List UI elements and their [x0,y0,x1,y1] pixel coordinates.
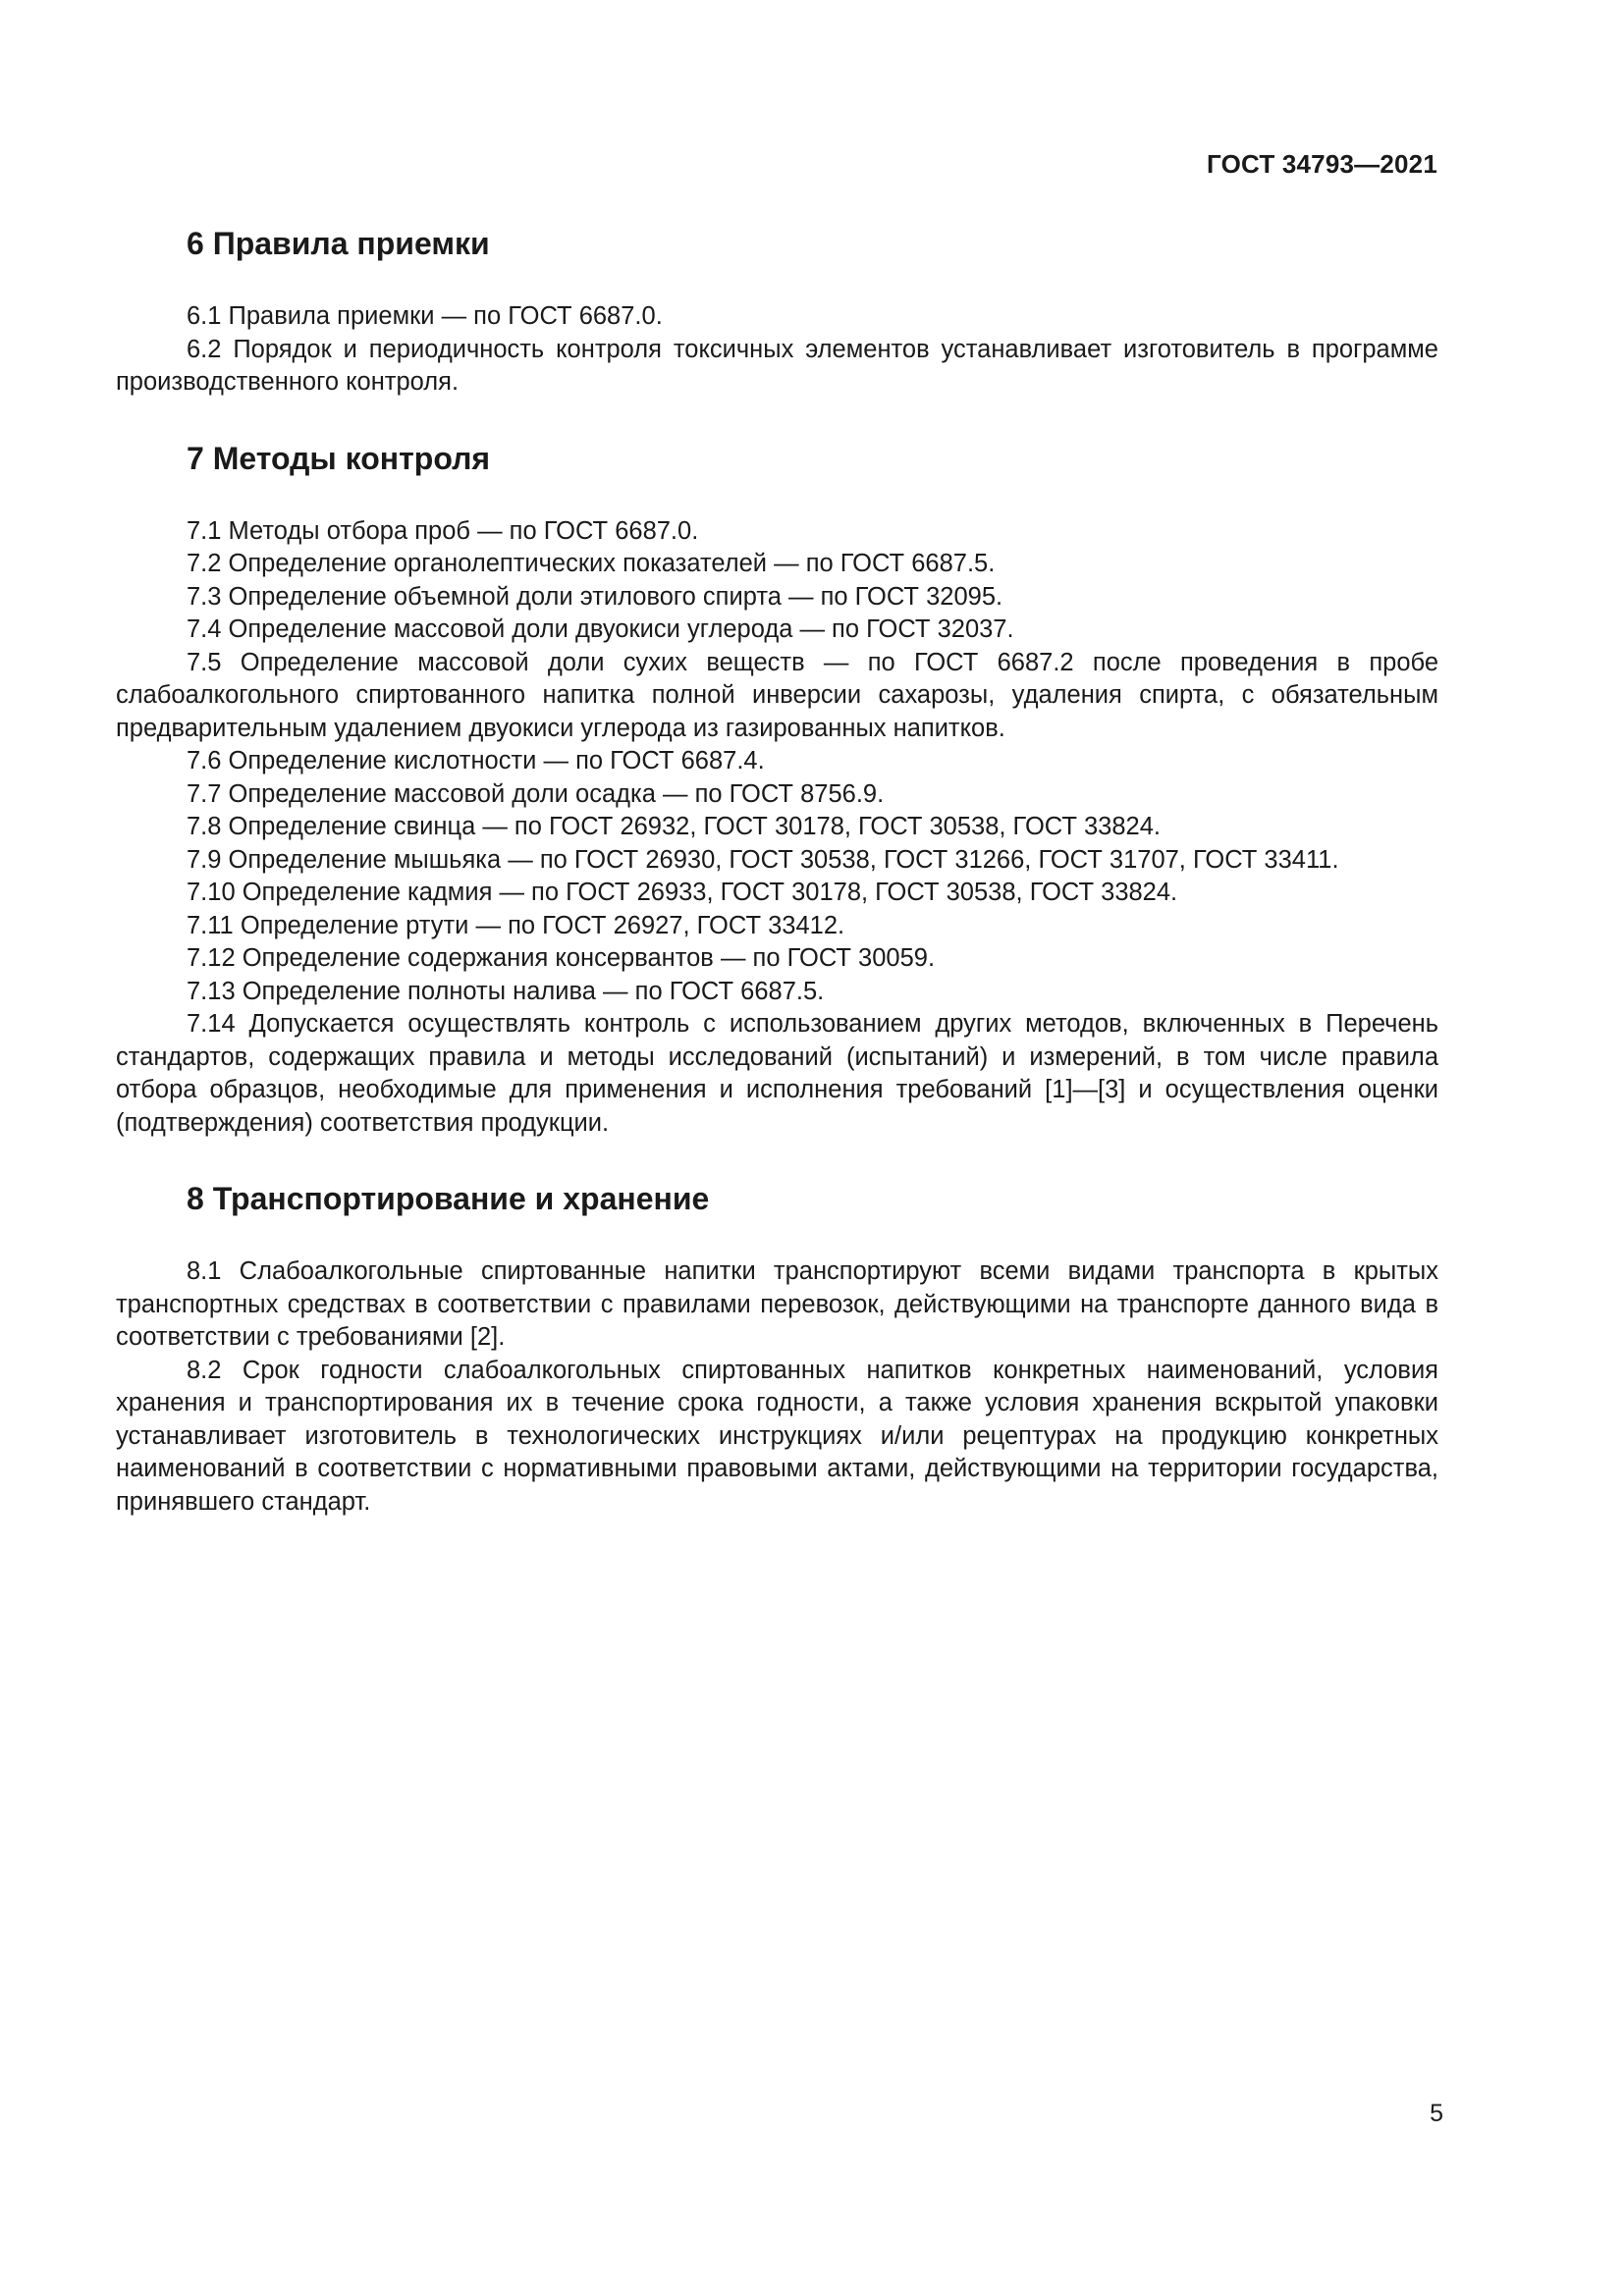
paragraph: 7.13 Определение полноты налива — по ГОСТ 6687.5. [187,977,825,1005]
section-title: 8 Транспортирование и хранение [187,1181,710,1216]
section-title: 6 Правила приемки [187,226,490,261]
paragraph: 7.14 Допускается осуществлять контроль с использованием других методов, включенных в Перечень стандартов, содержащих правила и методы исследований (испытаний) и измерений, в том числе правила отбора образцов, необходимые для применения и исполнения требований [1]—[3] и осуществления оценки (подтверждения) соответствия продукции. [116,1010,1438,1137]
paragraph: 7.10 Определение кадмия — по ГОСТ 26933, ГОСТ 30178, ГОСТ 30538, ГОСТ 33824. [187,879,1178,906]
section-title: 7 Методы контроля [187,440,491,476]
paragraph: 8.2 Срок годности слабоалкогольных спиртованных напитков конкретных наименований, условия хранения и транспортирования их в течение срока годности, а также условия хранения вскрытой упаковки устанавливает изготовитель в технологических инструкциях и/или рецептурах на продукцию конкретных наименований в соответствии с нормативными правовыми актами, действующими на территории государства, принявшего стандарт. [116,1356,1438,1516]
paragraph: 6.1 Правила приемки — по ГОСТ 6687.0. [187,302,663,330]
section-8-transport-storage [116,1179,1438,1519]
paragraph: 7.8 Определение свинца — по ГОСТ 26932, ГОСТ 30178, ГОСТ 30538, ГОСТ 33824. [187,813,1161,840]
paragraph: 7.4 Определение массовой доли двуокиси углерода — по ГОСТ 32037. [187,615,1014,643]
document-code-header: ГОСТ 34793—2021 [1207,149,1437,179]
paragraph: 7.9 Определение мышьяка — по ГОСТ 26930, ГОСТ 30538, ГОСТ 31266, ГОСТ 31707, ГОСТ 33411. [187,845,1339,874]
page-number: 5 [1430,2100,1443,2127]
section-7-control-methods [116,439,1438,1141]
paragraph: 7.11 Определение ртути — по ГОСТ 26927, ГОСТ 33412. [187,911,845,939]
document-body [116,224,1438,1519]
paragraph: 7.7 Определение массовой доли осадка — по ГОСТ 8756.9. [187,779,885,808]
paragraph: 7.1 Методы отбора проб — по ГОСТ 6687.0. [187,516,699,545]
paragraph: 7.3 Определение объемной доли этилового спирта — по ГОСТ 32095. [187,582,1003,611]
paragraph: 8.1 Слабоалкогольные спиртованные напитки транспортируют всеми видами транспорта в крытых транспортных средствах в соответствии с правилами перевозок, действующими на транспорте данного вида в соответствии с требованиями [2]. [116,1257,1438,1351]
section-6-acceptance-rules [116,224,1438,400]
paragraph: 6.2 Порядок и периодичность контроля токсичных элементов устанавливает изготовитель в программе производственного контроля. [116,335,1438,396]
paragraph: 7.6 Определение кислотности — по ГОСТ 6687.4. [187,747,765,774]
paragraph: 7.5 Определение массовой доли сухих веществ — по ГОСТ 6687.2 после проведения в пробе слабоалкогольного спиртованного напитка полной инверсии сахарозы, удаления спирта, с обязательным предварительным удалением двуокиси углерода из газированных напитков. [116,648,1438,742]
paragraph: 7.2 Определение органолептических показателей — по ГОСТ 6687.5. [187,550,996,577]
paragraph: 7.12 Определение содержания консервантов — по ГОСТ 30059. [187,944,936,972]
